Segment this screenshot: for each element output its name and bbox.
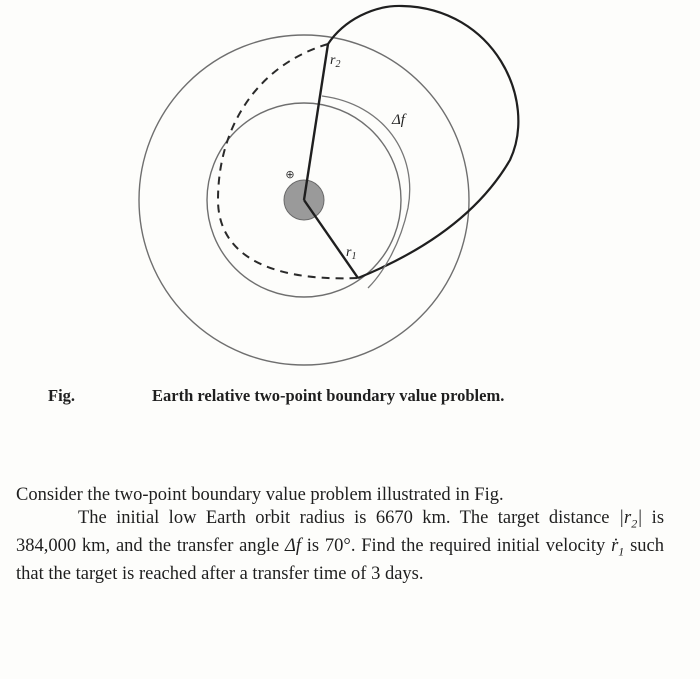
r2-magnitude-symbol: $|r_2|$ bbox=[618, 507, 643, 531]
problem-body bbox=[16, 507, 664, 586]
r1-label: $r_1$ bbox=[346, 245, 357, 262]
r1-vector bbox=[304, 200, 358, 278]
r2-vector bbox=[304, 44, 328, 200]
problem-line-1: Consider the two-point boundary value problem illustrated in Fig. bbox=[16, 485, 504, 505]
delta-f-label: Δf bbox=[392, 112, 405, 128]
earth-symbol: ⊕ bbox=[285, 168, 295, 181]
problem-sentence-1: The initial low Earth orbit radius is 6670 km. The target distance bbox=[78, 507, 610, 528]
caption-label: Fig. bbox=[48, 386, 76, 405]
problem-statement bbox=[16, 484, 664, 585]
r1-dot-symbol: ṙ$_1$ bbox=[611, 535, 625, 559]
transfer-orbit-arc bbox=[328, 6, 518, 278]
delta-f-symbol: Δf bbox=[285, 535, 301, 556]
caption-title: Earth relative two-point boundary value problem. bbox=[152, 386, 505, 405]
transfer-ellipse-dashed-arc bbox=[218, 44, 358, 278]
problem-sentence-4: such that the target is reached after a transfer time of 3 days. bbox=[16, 535, 664, 584]
problem-sentence-3: is 70°. Find the required initial velocity bbox=[301, 535, 612, 556]
r2-label: $r_2$ bbox=[330, 53, 341, 70]
problem-sentence-2: is 384,000 km, and the transfer angle bbox=[16, 507, 665, 556]
